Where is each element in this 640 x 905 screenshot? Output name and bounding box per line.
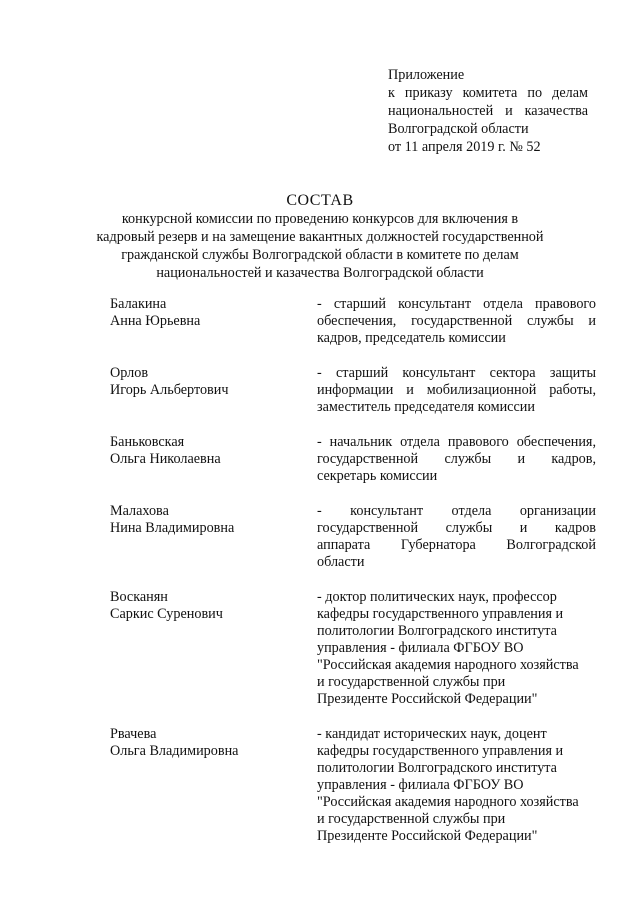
commission-members xyxy=(110,296,596,863)
member-surname: Баньковская xyxy=(110,434,185,450)
role-line: и государственной службы при xyxy=(317,811,506,827)
role-line: Президенте Российской Федерации" xyxy=(317,691,538,707)
role-line: обеспечения, государственной службы и xyxy=(317,313,596,329)
role-line: секретарь комиссии xyxy=(317,468,438,484)
member-role xyxy=(317,726,596,845)
role-line: управления - филиала ФГБОУ ВО xyxy=(317,777,524,793)
appendix-header xyxy=(388,66,588,156)
role-line: политологии Волгоградского института xyxy=(317,623,557,639)
role-line: - старший консультант сектора защиты xyxy=(317,365,596,381)
role-line: информации и мобилизационной работы, xyxy=(317,382,596,398)
member-role xyxy=(317,365,596,416)
member-surname: Рвачева xyxy=(110,726,157,742)
role-line: - доктор политических наук, профессор xyxy=(317,589,557,605)
member-name xyxy=(110,503,317,571)
role-line: государственной службы и кадров, xyxy=(317,451,596,467)
member-surname: Восканян xyxy=(110,589,168,605)
member-name xyxy=(110,365,317,416)
member-entry xyxy=(110,296,596,347)
role-line: кадров, председатель комиссии xyxy=(317,330,506,346)
role-line: аппарата Губернатора Волгоградской xyxy=(317,537,596,553)
member-given-name: Игорь Альбертович xyxy=(110,382,229,398)
subtitle-line: кадровый резерв и на замещение вакантных должностей государственной xyxy=(96,229,544,245)
member-name xyxy=(110,589,317,708)
member-given-name: Ольга Николаевна xyxy=(110,451,221,467)
member-given-name: Ольга Владимировна xyxy=(110,743,239,759)
member-name xyxy=(110,726,317,845)
role-line: "Российская академия народного хозяйства xyxy=(317,657,579,673)
member-surname: Малахова xyxy=(110,503,169,519)
member-entry xyxy=(110,365,596,416)
member-entry xyxy=(110,434,596,485)
member-role xyxy=(317,434,596,485)
member-role xyxy=(317,503,596,571)
appendix-line: Приложение xyxy=(388,67,465,83)
role-line: государственной службы и кадров xyxy=(317,520,596,536)
subtitle-line: национальностей и казачества Волгоградской области xyxy=(156,265,484,281)
member-name xyxy=(110,296,317,347)
subtitle-line: конкурсной комиссии по проведению конкурсов для включения в xyxy=(121,211,519,227)
role-line: Президенте Российской Федерации" xyxy=(317,828,538,844)
role-line: и государственной службы при xyxy=(317,674,506,690)
role-line: кафедры государственного управления и xyxy=(317,743,564,759)
role-line: - старший консультант отдела правового xyxy=(317,296,596,312)
member-surname: Орлов xyxy=(110,365,149,381)
member-entry xyxy=(110,726,596,845)
role-line: управления - филиала ФГБОУ ВО xyxy=(317,640,524,656)
member-given-name: Анна Юрьевна xyxy=(110,313,201,329)
member-given-name: Нина Владимировна xyxy=(110,520,235,536)
role-line: - кандидат исторических наук, доцент xyxy=(317,726,547,742)
appendix-line: Волгоградской области xyxy=(388,121,529,137)
role-line: политологии Волгоградского института xyxy=(317,760,557,776)
role-line: "Российская академия народного хозяйства xyxy=(317,794,579,810)
member-entry xyxy=(110,589,596,708)
role-line: заместитель председателя комиссии xyxy=(317,399,535,415)
member-role xyxy=(317,589,596,708)
member-role xyxy=(317,296,596,347)
role-line: кафедры государственного управления и xyxy=(317,606,564,622)
role-line: - консультант отдела организации xyxy=(317,503,596,519)
member-name xyxy=(110,434,317,485)
role-line: области xyxy=(317,554,365,570)
appendix-line: национальностей и казачества xyxy=(388,103,588,119)
role-line: - начальник отдела правового обеспечения, xyxy=(317,434,596,450)
appendix-line: к приказу комитета по делам xyxy=(388,85,588,101)
member-entry xyxy=(110,503,596,571)
member-surname: Балакина xyxy=(110,296,167,312)
member-given-name: Саркис Суренович xyxy=(110,606,223,622)
subtitle-line: гражданской службы Волгоградской области в комитете по делам xyxy=(121,247,519,263)
document-title: СОСТАВ xyxy=(286,192,354,209)
appendix-line: от 11 апреля 2019 г. № 52 xyxy=(388,139,541,155)
document-subtitle xyxy=(95,210,545,282)
